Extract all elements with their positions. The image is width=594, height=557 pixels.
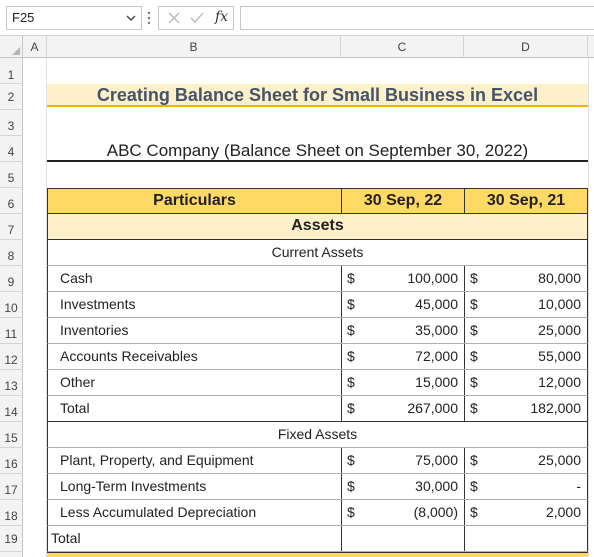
- fixed-total-label[interactable]: Total: [47, 526, 342, 552]
- table-cell-2022[interactable]: [341, 500, 465, 526]
- row-header[interactable]: 7: [0, 214, 23, 240]
- currency-symbol: $: [470, 270, 478, 286]
- column-header-a[interactable]: A: [23, 36, 47, 58]
- gridline: [588, 58, 589, 557]
- currency-symbol: $: [470, 452, 478, 468]
- row-header[interactable]: 10: [0, 292, 23, 318]
- table-row-label[interactable]: Investments: [47, 292, 342, 318]
- column-header-c[interactable]: C: [341, 36, 464, 58]
- value-2021: 80,000: [538, 270, 581, 286]
- select-all-corner[interactable]: [0, 36, 23, 58]
- currency-symbol: $: [347, 322, 355, 338]
- value-2021: 10,000: [538, 296, 581, 312]
- row-header[interactable]: 14: [0, 396, 23, 422]
- column-header-e[interactable]: [588, 36, 594, 58]
- currency-symbol: $: [347, 348, 355, 364]
- table-cell-2022[interactable]: [341, 448, 465, 474]
- row-header[interactable]: 12: [0, 344, 23, 370]
- column-header-b[interactable]: B: [47, 36, 341, 58]
- column-header-d[interactable]: D: [464, 36, 588, 58]
- formula-input[interactable]: [240, 6, 594, 30]
- value-2022: 75,000: [415, 452, 458, 468]
- table-cell-2021[interactable]: [464, 448, 588, 474]
- value-2022: 35,000: [415, 322, 458, 338]
- currency-symbol: $: [347, 504, 355, 520]
- value-2021: 2,000: [545, 504, 581, 520]
- table-cell-2022[interactable]: [341, 526, 465, 552]
- enter-check-icon[interactable]: [189, 11, 205, 25]
- table-cell-2021[interactable]: [464, 526, 588, 552]
- currency-symbol: $: [470, 400, 478, 416]
- more-options-icon[interactable]: [147, 11, 151, 25]
- currency-symbol: $: [347, 452, 355, 468]
- row-header[interactable]: [0, 552, 23, 557]
- table-cell-2021[interactable]: [464, 318, 588, 344]
- row-header[interactable]: 16: [0, 448, 23, 474]
- value-2021: -: [576, 478, 581, 494]
- table-row-label[interactable]: Long-Term Investments: [47, 474, 342, 500]
- header-col-2021[interactable]: 30 Sep, 21: [464, 188, 588, 214]
- company-subtitle[interactable]: ABC Company (Balance Sheet on September 30, 2022): [106, 141, 529, 160]
- fixed-assets-heading[interactable]: Fixed Assets: [47, 422, 588, 448]
- value-2022: (8,000): [413, 504, 458, 520]
- row-header[interactable]: 19: [0, 526, 23, 552]
- currency-symbol: $: [347, 270, 355, 286]
- table-row-label[interactable]: Inventories: [47, 318, 342, 344]
- insert-function-icon[interactable]: fx: [215, 9, 229, 25]
- table-cell-2021[interactable]: [464, 344, 588, 370]
- next-row-partial: [47, 552, 588, 557]
- value-2022: 72,000: [415, 348, 458, 364]
- current-assets-heading[interactable]: Current Assets: [47, 240, 588, 266]
- currency-symbol: $: [347, 296, 355, 312]
- value-2021: 25,000: [538, 322, 581, 338]
- formula-buttons: [158, 6, 234, 30]
- value-2021: 55,000: [538, 348, 581, 364]
- table-cell-2021[interactable]: [464, 396, 588, 422]
- value-2022: 30,000: [415, 478, 458, 494]
- currency-symbol: $: [347, 400, 355, 416]
- cancel-icon[interactable]: [167, 11, 181, 25]
- row-header[interactable]: 13: [0, 370, 23, 396]
- row-header[interactable]: 6: [0, 188, 23, 214]
- value-2022: 15,000: [415, 374, 458, 390]
- row-header[interactable]: 15: [0, 422, 23, 448]
- table-cell-2022[interactable]: [341, 318, 465, 344]
- table-row-label[interactable]: Other: [47, 370, 342, 396]
- value-2021: 12,000: [538, 374, 581, 390]
- chevron-down-icon[interactable]: [126, 11, 136, 25]
- row-header[interactable]: 3: [0, 110, 23, 136]
- value-2022: 267,000: [407, 400, 458, 416]
- currency-symbol: $: [470, 322, 478, 338]
- row-header[interactable]: 11: [0, 318, 23, 344]
- table-row-label[interactable]: Cash: [47, 266, 342, 292]
- currency-symbol: $: [470, 478, 478, 494]
- table-cell-2021[interactable]: [464, 292, 588, 318]
- table-row-label[interactable]: Accounts Receivables: [47, 344, 342, 370]
- table-cell-2021[interactable]: [464, 500, 588, 526]
- name-box-value: F25: [12, 10, 35, 25]
- table-cell-2022[interactable]: [341, 474, 465, 500]
- table-cell-2021[interactable]: [464, 266, 588, 292]
- name-box[interactable]: [6, 6, 142, 30]
- row-header[interactable]: 17: [0, 474, 23, 500]
- table-row-label[interactable]: Less Accumulated Depreciation: [47, 500, 342, 526]
- currency-symbol: $: [470, 504, 478, 520]
- row-header[interactable]: 2: [0, 84, 23, 110]
- sheet-title[interactable]: Creating Balance Sheet for Small Business in Excel: [96, 85, 539, 105]
- row-header[interactable]: 5: [0, 162, 23, 188]
- formula-bar: [0, 0, 594, 36]
- table-row-label[interactable]: Total: [47, 396, 342, 422]
- value-2021: 25,000: [538, 452, 581, 468]
- row-header[interactable]: 9: [0, 266, 23, 292]
- select-all-triangle-icon: [12, 47, 20, 55]
- currency-symbol: $: [470, 296, 478, 312]
- row-header[interactable]: 4: [0, 136, 23, 162]
- table-cell-2022[interactable]: [341, 292, 465, 318]
- currency-symbol: $: [347, 478, 355, 494]
- currency-symbol: $: [347, 374, 355, 390]
- value-2022: 45,000: [415, 296, 458, 312]
- value-2022: 100,000: [407, 270, 458, 286]
- header-col-2022[interactable]: 30 Sep, 22: [341, 188, 465, 214]
- row-header[interactable]: 1: [0, 58, 23, 84]
- assets-heading[interactable]: Assets: [47, 213, 588, 240]
- table-cell-2022[interactable]: [341, 266, 465, 292]
- table-row-label[interactable]: Plant, Property, and Equipment: [47, 448, 342, 474]
- table-cell-2022[interactable]: [341, 344, 465, 370]
- table-cell-2022[interactable]: [341, 370, 465, 396]
- table-cell-2021[interactable]: [464, 474, 588, 500]
- table-cell-2022[interactable]: [341, 396, 465, 422]
- currency-symbol: $: [470, 374, 478, 390]
- row-header[interactable]: 18: [0, 500, 23, 526]
- value-2021: 182,000: [530, 400, 581, 416]
- row-header[interactable]: 8: [0, 240, 23, 266]
- table-cell-2021[interactable]: [464, 370, 588, 396]
- subtitle-underline: [47, 160, 588, 162]
- header-particulars[interactable]: Particulars: [47, 188, 342, 214]
- currency-symbol: $: [470, 348, 478, 364]
